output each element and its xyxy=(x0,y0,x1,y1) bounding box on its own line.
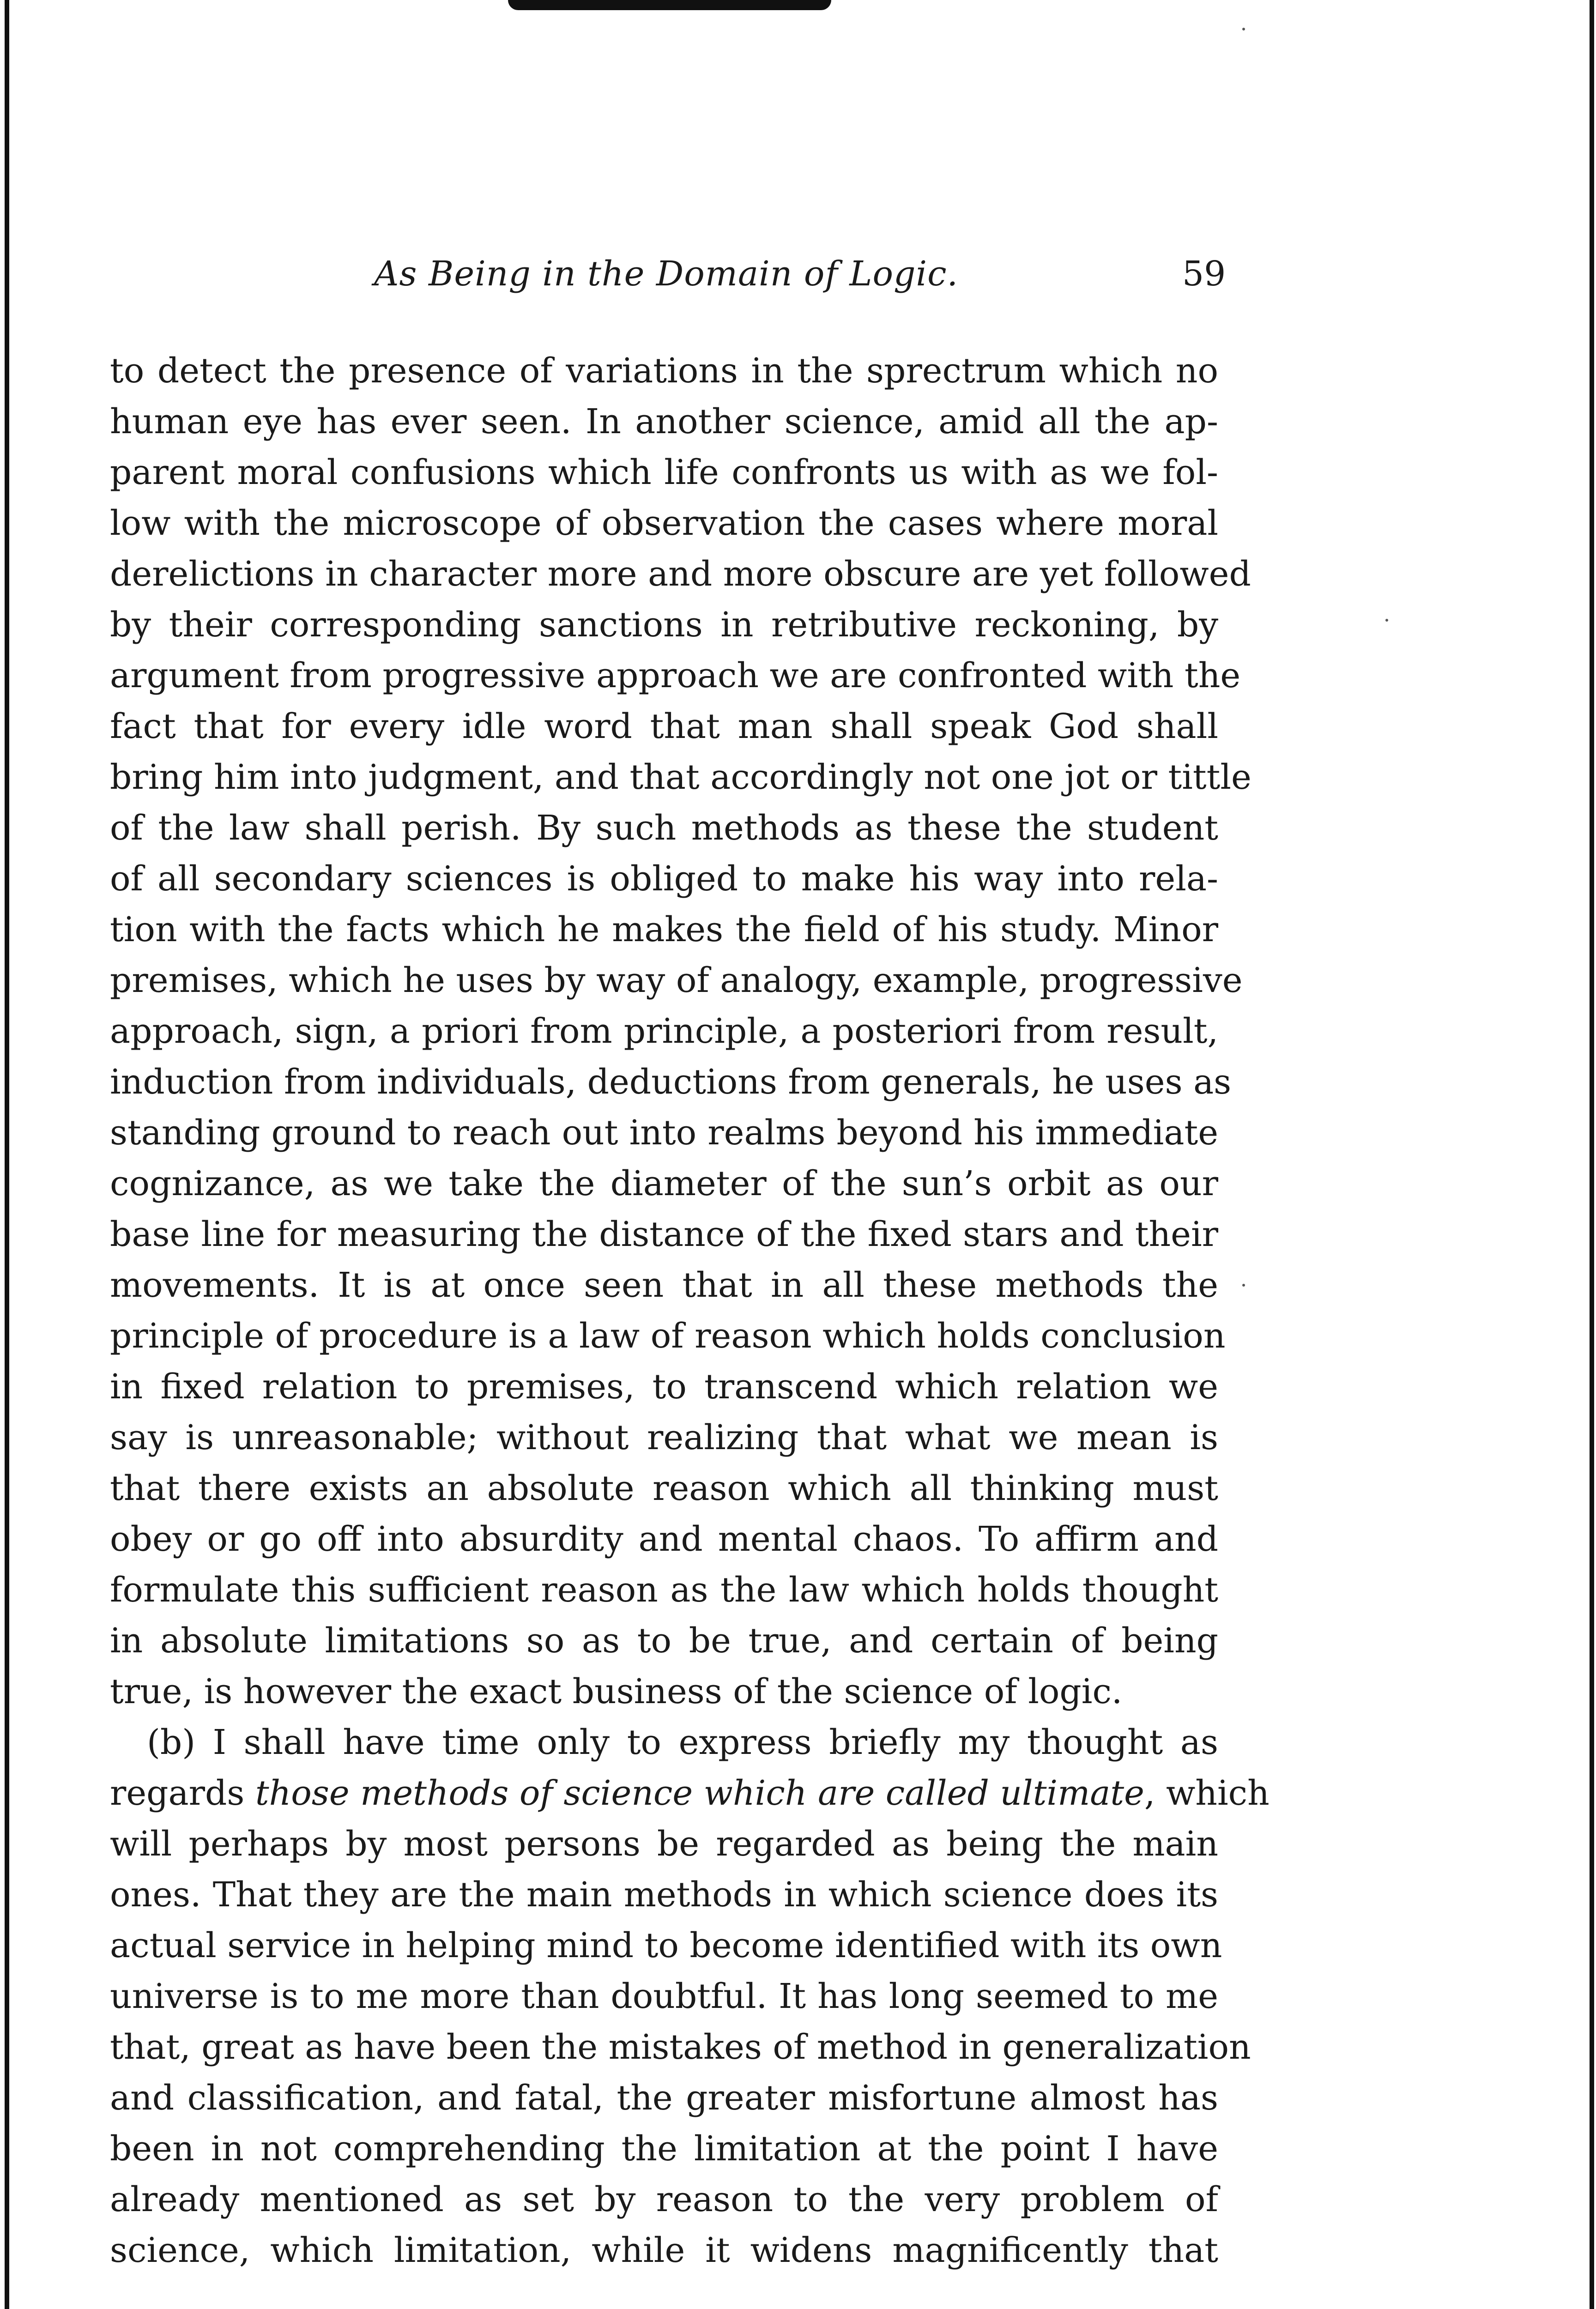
text-line: cognizance, as we take the diameter of the sun’s orbit as our xyxy=(110,1164,1218,1203)
text-line: standing ground to reach out into realms beyond his immediate xyxy=(110,1113,1218,1153)
text-line: been in not comprehending the limitation at the point I have xyxy=(110,2129,1218,2169)
text-line: by their corresponding sanctions in retributive reckoning, by xyxy=(110,605,1218,645)
text-line: actual service in helping mind to become identified with its own xyxy=(110,1926,1222,1965)
text-line: human eye has ever seen. In another science, amid all the ap- xyxy=(110,402,1218,441)
text-line: premises, which he uses by way of analogy, example, progressive xyxy=(110,961,1243,1000)
text-line: and classification, and fatal, the greater misfortune almost has xyxy=(110,2078,1218,2118)
text-line: of all secondary sciences is obliged to make his way into rela- xyxy=(110,859,1218,899)
text-line: argument from progressive approach we are confronted with the xyxy=(110,656,1241,695)
text-line xyxy=(110,1768,1270,1819)
text-line: already mentioned as set by reason to the very problem of xyxy=(110,2180,1218,2219)
dust-speck xyxy=(1385,619,1388,622)
text-line: tion with the facts which he makes the field of his study. Minor xyxy=(110,910,1218,949)
text-line: universe is to me more than doubtful. It has long seemed to me xyxy=(110,1977,1218,2016)
dust-speck xyxy=(1242,1284,1245,1287)
text-line: to detect the presence of variations in the sprectrum which no xyxy=(110,351,1218,391)
text-line: principle of procedure is a law of reason which holds conclusion xyxy=(110,1316,1226,1356)
text-run: , which xyxy=(1144,1773,1270,1813)
text-line: approach, sign, a priori from principle, a posteriori from result, xyxy=(110,1011,1218,1051)
paragraph-2 xyxy=(110,1717,1270,2276)
text-line: (b) I shall have time only to express briefly my thought as xyxy=(147,1723,1218,1762)
text-line: will perhaps by most persons be regarded as being the main xyxy=(110,1824,1218,1864)
text-line: in fixed relation to premises, to transcend which relation we xyxy=(110,1367,1218,1407)
text-line: true, is however the exact business of the science of logic. xyxy=(110,1672,1123,1711)
text-line: movements. It is at once seen that in all these methods the xyxy=(110,1265,1218,1305)
text-line: in absolute limitations so as to be true, and certain of being xyxy=(110,1621,1218,1661)
text-line: induction from individuals, deductions from generals, he uses as xyxy=(110,1062,1232,1102)
italic-emphasis: those methods of science which are called ultimate xyxy=(255,1773,1144,1813)
text-line: that, great as have been the mistakes of method in generalization xyxy=(110,2027,1251,2067)
body-text xyxy=(110,345,1270,2276)
text-line: of the law shall perish. By such methods as these the student xyxy=(110,808,1218,848)
running-head: As Being in the Domain of Logic. xyxy=(374,254,959,294)
text-run: regards xyxy=(110,1773,255,1813)
text-line: science, which limitation, while it widens magnificently that xyxy=(110,2230,1218,2270)
text-line: obey or go off into absurdity and mental chaos. To affirm and xyxy=(110,1519,1218,1559)
text-line: bring him into judgment, and that accordingly not one jot or tittle xyxy=(110,757,1251,797)
text-line: derelictions in character more and more obscure are yet followed xyxy=(110,554,1251,594)
scan-border-left xyxy=(5,0,9,2309)
scan-border-top xyxy=(508,0,831,10)
text-line: fact that for every idle word that man shall speak God shall xyxy=(110,707,1218,746)
page-header xyxy=(111,249,1226,314)
text-line: formulate this sufficient reason as the law which holds thought xyxy=(110,1570,1218,1610)
page-number: 59 xyxy=(1182,254,1226,294)
text-line: low with the microscope of observation the cases where moral xyxy=(110,503,1218,543)
paragraph-1 xyxy=(110,345,1251,1717)
text-line: that there exists an absolute reason which all thinking must xyxy=(110,1469,1218,1508)
text-line: ones. That they are the main methods in which science does its xyxy=(110,1875,1218,1915)
dust-speck xyxy=(1242,28,1245,30)
text-line: parent moral confusions which life confronts us with as we fol- xyxy=(110,453,1218,492)
text-line: say is unreasonable; without realizing that what we mean is xyxy=(110,1418,1218,1457)
text-line: base line for measuring the distance of the fixed stars and their xyxy=(110,1215,1218,1254)
scan-border-right xyxy=(1590,0,1594,2309)
